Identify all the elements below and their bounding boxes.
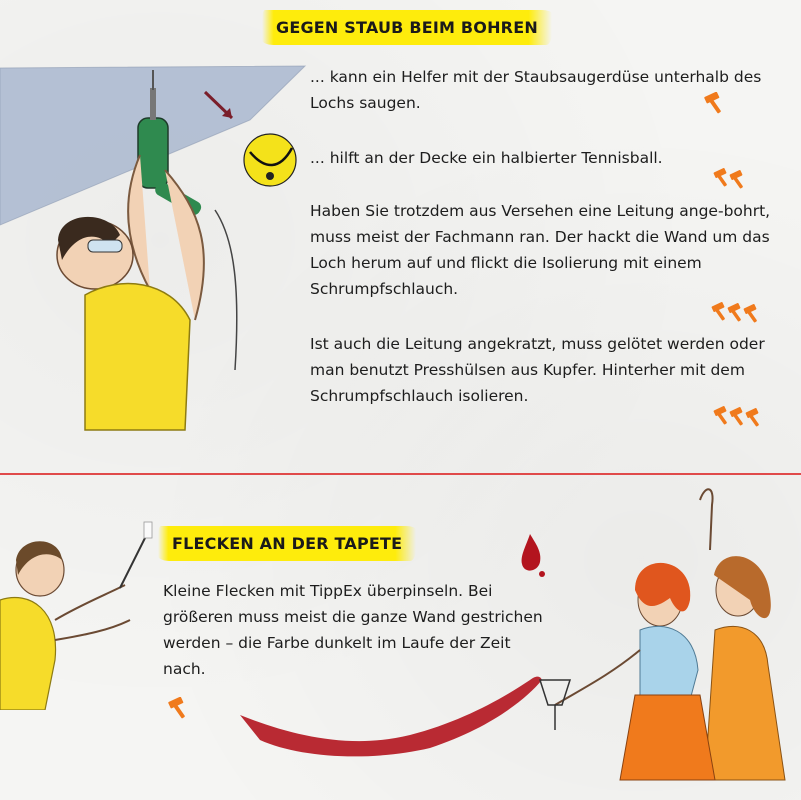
illustration-two-women-dancing [500, 480, 801, 800]
difficulty-rating-3 [712, 406, 766, 430]
difficulty-rating-3 [710, 302, 764, 326]
drill-icon [138, 118, 168, 188]
hammer-icon [711, 302, 725, 321]
hammer-icon [743, 304, 757, 323]
heading-drilling-dust: GEGEN STAUB BEIM BOHREN [262, 10, 552, 45]
text-tennis-ball: ... hilft an der Decke ein halbierter Tennisball. [310, 149, 663, 167]
text-stain-advice: Kleine Flecken mit TippEx überpinseln. Bei größeren muss meist die ganze Wand gestrichen werden – die Farbe dunkelt im Laufe der Zeit nach. [163, 582, 543, 678]
wine-glass-icon [540, 680, 570, 705]
hammer-icon [745, 408, 759, 427]
hammer-icon [168, 697, 185, 719]
text-scratched-cable: Ist auch die Leitung angekratzt, muss gelötet werden oder man benutzt Presshülsen aus Kupfer. Hinterher mit dem Schrumpfschlauch isolieren. [310, 335, 765, 405]
hammer-icon [704, 92, 721, 114]
hammer-icon [713, 406, 727, 425]
difficulty-rating-1 [702, 92, 728, 114]
section-divider [0, 473, 801, 475]
brush-icon [120, 532, 148, 588]
heading-wallpaper-stains: FLECKEN AN DER TAPETE [158, 526, 416, 561]
tennis-ball-icon [240, 130, 300, 190]
hammer-icon [729, 170, 743, 189]
illustration-man-painting [0, 520, 160, 710]
text-damaged-cable: Haben Sie trotzdem aus Versehen eine Leitung ange-bohrt, muss meist der Fachmann ran. Der hackt die Wand um das Loch herum auf und flickt die Isolierung mit einem Schrumpfschlauch. [310, 202, 771, 298]
hammer-icon [727, 303, 741, 322]
difficulty-rating-2 [712, 168, 752, 192]
text-vacuum-helper: ... kann ein Helfer mit der Staubsaugerdüse unterhalb des Lochs saugen. [310, 68, 762, 112]
hammer-icon [729, 407, 743, 426]
hammer-icon [713, 168, 727, 187]
difficulty-rating-1 [166, 697, 192, 719]
illustration-man-drilling [0, 60, 310, 440]
